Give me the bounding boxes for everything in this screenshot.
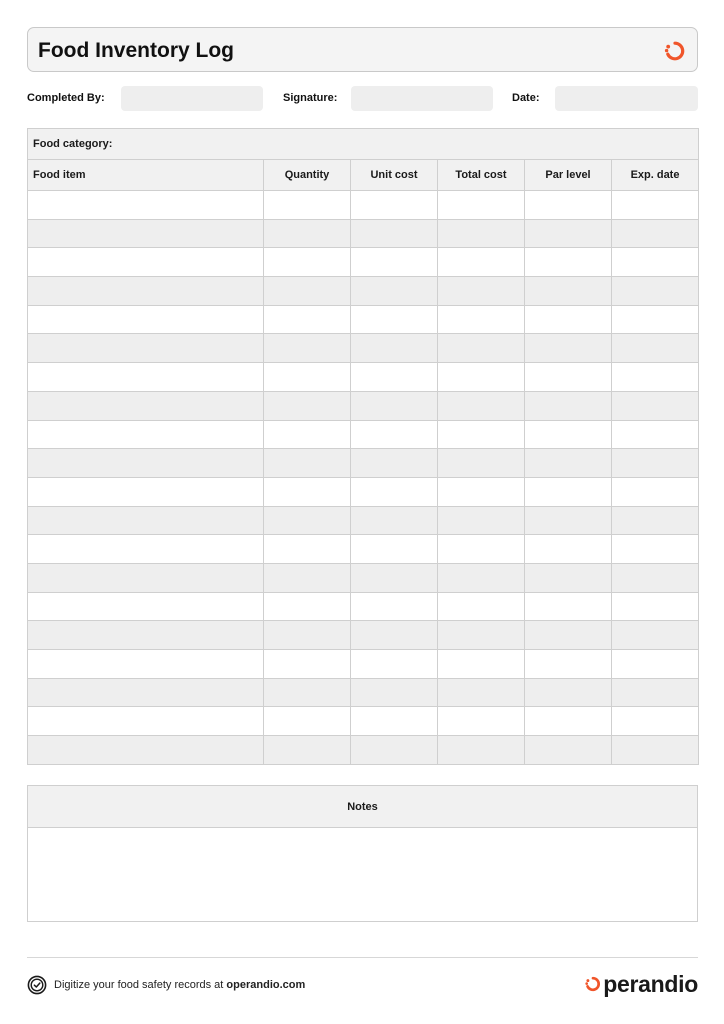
table-cell[interactable]	[525, 506, 612, 535]
date-label: Date:	[512, 92, 540, 104]
footer-divider	[27, 957, 698, 958]
table-cell[interactable]	[264, 621, 351, 650]
table-cell[interactable]	[438, 305, 525, 334]
table-cell[interactable]	[264, 707, 351, 736]
table-cell[interactable]	[525, 219, 612, 248]
signature-label: Signature:	[283, 92, 338, 104]
title-bar	[27, 27, 698, 72]
table-cell[interactable]	[28, 248, 264, 277]
table-cell[interactable]	[351, 391, 438, 420]
table-cell[interactable]	[612, 650, 699, 679]
footer-text	[54, 979, 305, 991]
table-row	[28, 736, 699, 765]
table-cell[interactable]	[28, 535, 264, 564]
table-cell[interactable]	[612, 535, 699, 564]
completed-by-label: Completed By:	[27, 92, 105, 104]
table-cell[interactable]	[438, 420, 525, 449]
table-cell[interactable]	[28, 305, 264, 334]
table-cell[interactable]	[438, 678, 525, 707]
table-cell[interactable]	[264, 736, 351, 765]
table-cell[interactable]	[525, 535, 612, 564]
table-cell[interactable]	[525, 736, 612, 765]
table-cell[interactable]	[525, 621, 612, 650]
table-cell[interactable]	[264, 277, 351, 306]
table-row	[28, 621, 699, 650]
table-cell[interactable]	[264, 592, 351, 621]
table-cell[interactable]	[28, 477, 264, 506]
table-cell[interactable]	[525, 391, 612, 420]
table-row	[28, 535, 699, 564]
table-cell[interactable]	[264, 477, 351, 506]
footer-text-prefix: Digitize your food safety records at	[54, 979, 227, 991]
table-cell[interactable]	[612, 449, 699, 478]
table-row	[28, 678, 699, 707]
table-cell[interactable]	[438, 621, 525, 650]
table-cell[interactable]	[525, 277, 612, 306]
column-header-total-cost: Total cost	[438, 160, 525, 191]
brand-logo	[584, 969, 698, 999]
table-cell[interactable]	[525, 420, 612, 449]
table-cell[interactable]	[264, 420, 351, 449]
table-cell[interactable]	[28, 363, 264, 392]
table-cell[interactable]	[264, 219, 351, 248]
table-cell[interactable]	[612, 707, 699, 736]
brand-wordmark: perandio	[603, 970, 698, 997]
table-row	[28, 191, 699, 220]
field-row	[27, 86, 698, 111]
table-cell[interactable]	[612, 334, 699, 363]
table-cell[interactable]	[525, 563, 612, 592]
table-cell[interactable]	[438, 191, 525, 220]
table-cell[interactable]	[28, 678, 264, 707]
table-cell[interactable]	[525, 305, 612, 334]
table-cell[interactable]	[438, 219, 525, 248]
table-row	[28, 420, 699, 449]
table-cell[interactable]	[264, 334, 351, 363]
operandio-brand-mark-icon	[584, 975, 602, 993]
footer-tagline	[27, 974, 305, 996]
table-cell[interactable]	[264, 191, 351, 220]
completed-by-field[interactable]	[121, 86, 263, 111]
column-header-quantity: Quantity	[264, 160, 351, 191]
table-cell[interactable]	[438, 506, 525, 535]
table-cell[interactable]	[612, 506, 699, 535]
table-cell[interactable]	[525, 449, 612, 478]
table-cell[interactable]	[28, 736, 264, 765]
table-row	[28, 592, 699, 621]
column-header-exp-date: Exp. date	[612, 160, 699, 191]
table-cell[interactable]	[351, 621, 438, 650]
table-cell[interactable]	[351, 506, 438, 535]
table-cell[interactable]	[612, 477, 699, 506]
table-cell[interactable]	[351, 219, 438, 248]
table-cell[interactable]	[612, 219, 699, 248]
table-cell[interactable]	[351, 477, 438, 506]
table-cell[interactable]	[612, 621, 699, 650]
table-cell[interactable]	[612, 420, 699, 449]
table-cell[interactable]	[28, 449, 264, 478]
table-cell[interactable]	[438, 650, 525, 679]
table-row	[28, 650, 699, 679]
table-cell[interactable]	[351, 707, 438, 736]
table-cell[interactable]	[351, 277, 438, 306]
table-cell[interactable]	[351, 363, 438, 392]
table-cell[interactable]	[264, 563, 351, 592]
table-cell[interactable]	[525, 477, 612, 506]
table-cell[interactable]	[28, 506, 264, 535]
table-cell[interactable]	[28, 334, 264, 363]
table-cell[interactable]	[612, 592, 699, 621]
table-cell[interactable]	[28, 391, 264, 420]
table-cell[interactable]	[612, 305, 699, 334]
table-cell[interactable]	[525, 248, 612, 277]
table-cell[interactable]	[351, 736, 438, 765]
check-circle-icon	[27, 975, 47, 995]
table-cell[interactable]	[264, 650, 351, 679]
table-cell[interactable]	[28, 191, 264, 220]
table-cell[interactable]	[28, 650, 264, 679]
table-cell[interactable]	[351, 191, 438, 220]
table-cell[interactable]	[438, 736, 525, 765]
table-cell[interactable]	[612, 363, 699, 392]
table-cell[interactable]	[525, 363, 612, 392]
table-cell[interactable]	[612, 248, 699, 277]
table-cell[interactable]	[351, 334, 438, 363]
table-cell[interactable]	[612, 736, 699, 765]
table-cell[interactable]	[438, 334, 525, 363]
table-cell[interactable]	[264, 305, 351, 334]
table-row	[28, 391, 699, 420]
table-cell[interactable]	[351, 535, 438, 564]
table-cell[interactable]	[438, 563, 525, 592]
table-cell[interactable]	[525, 678, 612, 707]
table-cell[interactable]	[525, 650, 612, 679]
table-cell[interactable]	[612, 391, 699, 420]
table-cell[interactable]	[28, 592, 264, 621]
table-cell[interactable]	[28, 277, 264, 306]
table-cell[interactable]	[264, 506, 351, 535]
date-field[interactable]	[555, 86, 698, 111]
table-cell[interactable]	[351, 563, 438, 592]
table-cell[interactable]	[351, 248, 438, 277]
table-cell[interactable]	[438, 363, 525, 392]
table-row	[28, 707, 699, 736]
table-row	[28, 305, 699, 334]
signature-field[interactable]	[351, 86, 493, 111]
table-cell[interactable]	[438, 477, 525, 506]
column-header-unit-cost: Unit cost	[351, 160, 438, 191]
table-row	[28, 563, 699, 592]
table-row	[28, 363, 699, 392]
food-category-label[interactable]: Food category:	[28, 129, 699, 160]
table-cell[interactable]	[264, 449, 351, 478]
table-cell[interactable]	[351, 449, 438, 478]
table-cell[interactable]	[525, 191, 612, 220]
table-cell[interactable]	[612, 563, 699, 592]
table-cell[interactable]	[438, 248, 525, 277]
notes-section	[27, 785, 698, 922]
table-cell[interactable]	[438, 277, 525, 306]
table-row	[28, 277, 699, 306]
table-cell[interactable]	[438, 707, 525, 736]
page-title: Food Inventory Log	[38, 39, 234, 62]
table-row	[28, 248, 699, 277]
table-cell[interactable]	[438, 449, 525, 478]
table-cell[interactable]	[264, 535, 351, 564]
table-cell[interactable]	[612, 191, 699, 220]
inventory-table	[27, 128, 699, 765]
table-cell[interactable]	[28, 219, 264, 248]
table-row	[28, 449, 699, 478]
table-cell[interactable]	[612, 277, 699, 306]
table-cell[interactable]	[525, 707, 612, 736]
table-cell[interactable]	[28, 707, 264, 736]
table-cell[interactable]	[525, 592, 612, 621]
table-row	[28, 334, 699, 363]
table-cell[interactable]	[28, 420, 264, 449]
table-cell[interactable]	[264, 391, 351, 420]
table-cell[interactable]	[28, 563, 264, 592]
table-cell[interactable]	[264, 678, 351, 707]
table-cell[interactable]	[264, 363, 351, 392]
table-cell[interactable]	[351, 305, 438, 334]
table-row	[28, 506, 699, 535]
table-cell[interactable]	[28, 621, 264, 650]
column-header-par-level: Par level	[525, 160, 612, 191]
notes-label: Notes	[28, 786, 697, 828]
table-cell[interactable]	[351, 592, 438, 621]
table-cell[interactable]	[351, 420, 438, 449]
table-row	[28, 219, 699, 248]
table-cell[interactable]	[438, 391, 525, 420]
table-cell[interactable]	[351, 650, 438, 679]
table-cell[interactable]	[351, 678, 438, 707]
operandio-logo-icon	[663, 39, 687, 63]
table-header-row	[28, 160, 699, 191]
table-cell[interactable]	[264, 248, 351, 277]
table-row	[28, 477, 699, 506]
table-cell[interactable]	[612, 678, 699, 707]
table-cell[interactable]	[438, 535, 525, 564]
column-header-food-item: Food item	[28, 160, 264, 191]
footer-link[interactable]: operandio.com	[226, 979, 306, 991]
notes-area[interactable]	[28, 828, 697, 921]
table-cell[interactable]	[525, 334, 612, 363]
table-cell[interactable]	[438, 592, 525, 621]
